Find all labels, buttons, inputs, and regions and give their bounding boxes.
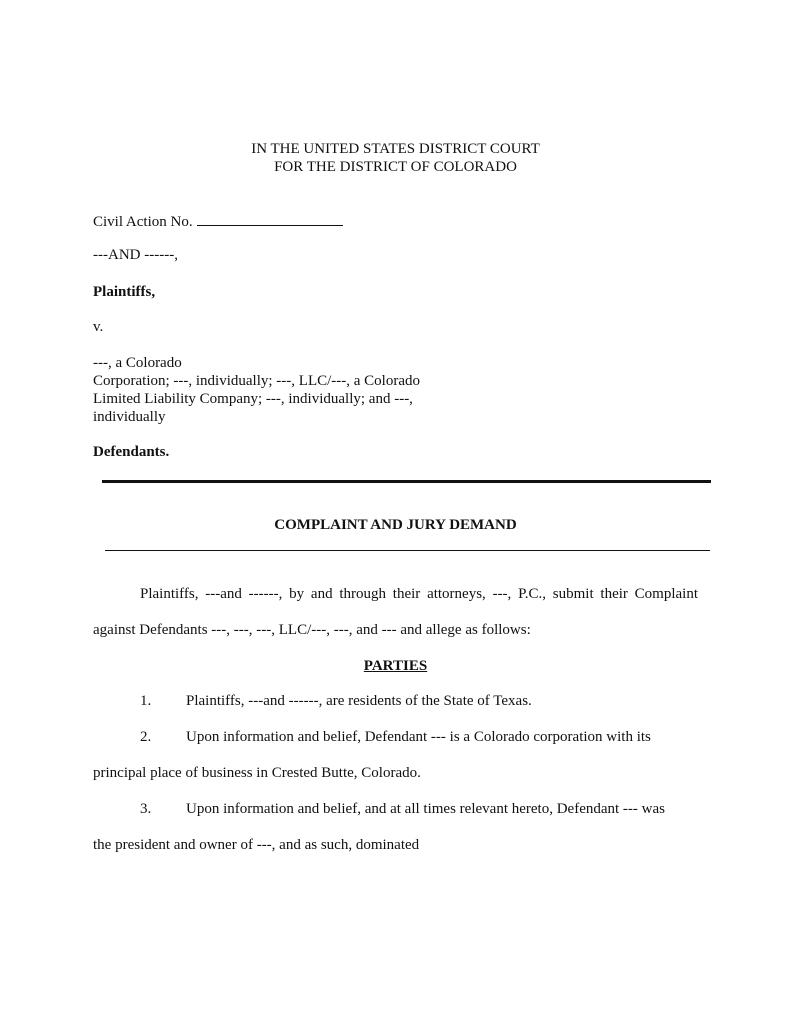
defendants-line: Corporation; ---, individually; ---, LLC/---, a Colorado bbox=[93, 373, 421, 389]
court-name: IN THE UNITED STATES DISTRICT COURT bbox=[251, 141, 540, 157]
paragraph-text: Plaintiffs, ---and ------, are residents of the State of Texas. bbox=[186, 693, 532, 709]
paragraph-text: Upon information and belief, Defendant --- is a Colorado corporation with its bbox=[186, 729, 651, 745]
paragraph-text: Upon information and belief, and at all times relevant hereto, Defendant --- was bbox=[186, 801, 665, 817]
intro-line: Plaintiffs, ---and ------, by and through their attorneys, ---, P.C., submit their Complaint bbox=[140, 586, 698, 602]
defendants-line: ---, a Colorado bbox=[93, 355, 182, 371]
civil-action-number-blank bbox=[197, 211, 343, 226]
section-heading: PARTIES bbox=[363, 658, 428, 674]
paragraph-number: 1. bbox=[140, 693, 152, 709]
defendants-line: individually bbox=[93, 409, 166, 425]
civil-action-label: Civil Action No. bbox=[93, 214, 193, 230]
court-heading bbox=[0, 140, 791, 176]
paragraph-number: 3. bbox=[140, 801, 152, 817]
versus-label: v. bbox=[93, 319, 104, 335]
intro-line: against Defendants ---, ---, ---, LLC/---, ---, and --- and allege as follows: bbox=[93, 622, 531, 638]
title-divider bbox=[105, 550, 710, 551]
caption-divider bbox=[102, 480, 711, 483]
document-title: COMPLAINT AND JURY DEMAND bbox=[274, 517, 517, 533]
paragraph-number: 2. bbox=[140, 729, 152, 745]
paragraph-continuation: the president and owner of ---, and as such, dominated bbox=[93, 837, 420, 853]
civil-action-line bbox=[93, 211, 343, 231]
defendants-line: Limited Liability Company; ---, individually; and ---, bbox=[93, 391, 413, 407]
court-district: FOR THE DISTRICT OF COLORADO bbox=[274, 159, 517, 175]
paragraph-continuation: principal place of business in Crested Butte, Colorado. bbox=[93, 765, 421, 781]
plaintiff-names: ---AND ------, bbox=[93, 247, 178, 263]
plaintiffs-label: Plaintiffs, bbox=[93, 284, 156, 300]
defendants-label: Defendants. bbox=[93, 444, 170, 460]
defendants-names bbox=[93, 354, 420, 426]
